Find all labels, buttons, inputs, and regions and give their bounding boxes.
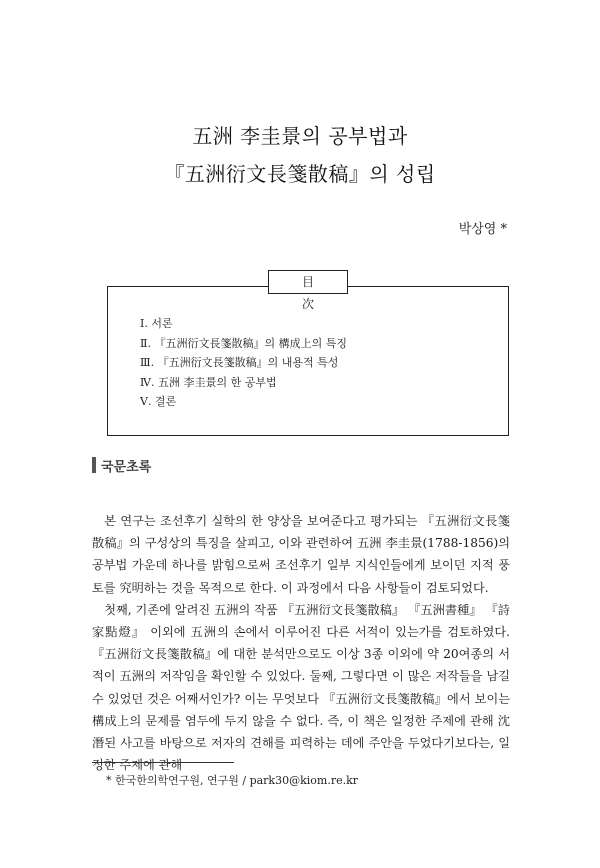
- abstract-body: [92, 510, 510, 776]
- footnote-divider: [92, 762, 234, 763]
- toc-item: Ⅴ. 결론: [140, 395, 177, 408]
- heading-bar: [92, 457, 96, 473]
- author-name: 박상영 *: [458, 222, 507, 237]
- toc-item: Ⅲ. 『五洲衍文長箋散稿』의 내용적 특성: [140, 356, 339, 369]
- abstract-paragraph: 첫째, 기존에 알려진 五洲의 작품 『五洲衍文長箋散稿』 『五洲書種』 『詩家點燈』 이외에 五洲의 손에서 이루어진 다른 서적이 있는가를 검토하였다. 『五洲衍文長箋散稿』에 대한 분석만으로도 이상 3종 이외에 약 20여종의 서적이 五洲의 저작임을 확인할 수 있었다. 둘째, 그렇다면 이 많은 저작들을 남길 수 있었던 것은 어째서인가? 이는 무엇보다 『五洲衍文長箋散稿』에서 보이는 構成上의 문제를 염두에 두지 않을 수 없다. 즉, 이 책은 일정한 주제에 관해 沈潛된 사고를 바탕으로 저자의 견해를 피력하는 데에 주안을 두었다기보다는, 일정한 주제에 관해: [92, 602, 510, 773]
- footnote: * 한국한의학연구원, 연구원 / park30@kiom.re.kr: [106, 774, 359, 787]
- abstract-heading-text: 국문초록: [101, 459, 152, 475]
- toc-item: Ⅰ. 서론: [140, 317, 173, 330]
- paper-title-line2: 『五洲衍文長箋散稿』의 성립: [164, 162, 436, 186]
- abstract-heading: [92, 457, 151, 473]
- toc-item: Ⅳ. 五洲 李圭景의 한 공부법: [140, 375, 277, 389]
- toc-item: Ⅱ. 『五洲衍文長箋散稿』의 構成上의 특징: [140, 336, 347, 350]
- paper-title-line1: 五洲 李圭景의 공부법과: [192, 124, 408, 148]
- toc-label: 目 次: [268, 270, 348, 294]
- toc-list: [140, 314, 347, 412]
- abstract-paragraph: 본 연구는 조선후기 실학의 한 양상을 보여준다고 평가되는 『五洲衍文長箋散稿』의 구성상의 특징을 살피고, 이와 관련하여 五洲 李圭景(1788-1856)의 공부법 가운데 하나를 밝힘으로써 조선후기 일부 지식인들에게 보이던 지적 풍토를 究明하는 것을 목적으로 한다. 이 과정에서 다음 사항들이 검토되었다.: [92, 514, 510, 595]
